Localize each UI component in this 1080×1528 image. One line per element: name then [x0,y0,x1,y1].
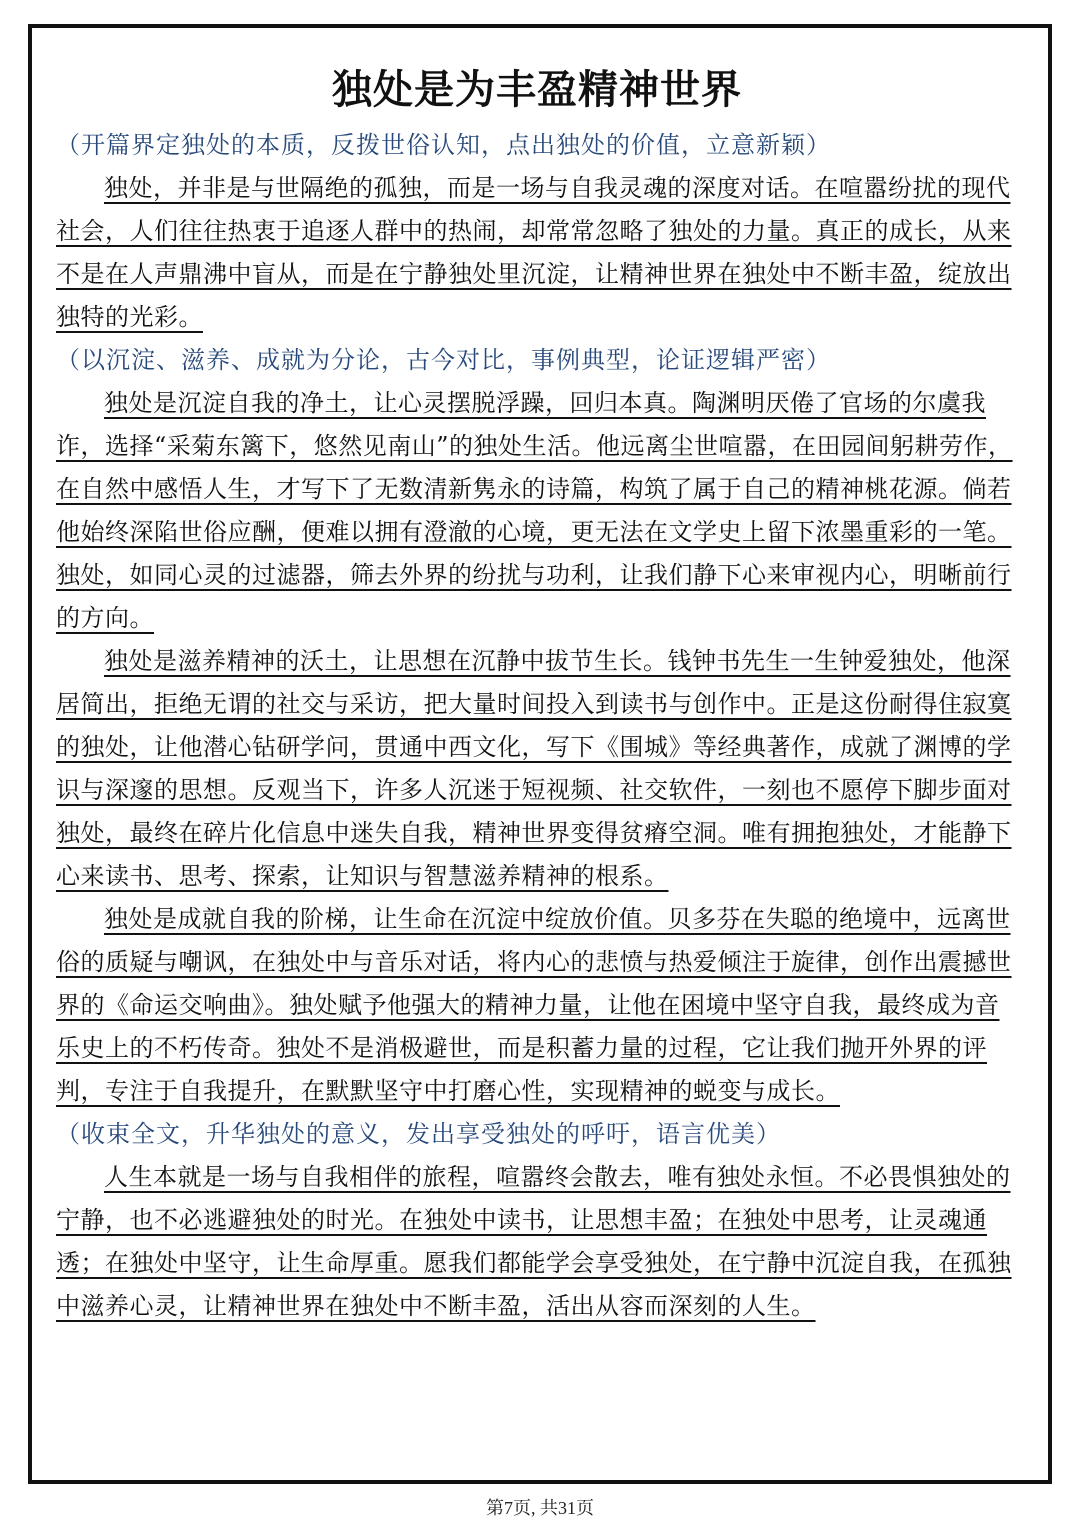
annotation-body: （以沉淀、滋养、成就为分论，古今对比，事例典型，论证逻辑严密） [56,346,831,374]
paragraph-body-1 [56,382,1018,640]
paragraph-conclusion-text: 人生本就是一场与自我相伴的旅程，喧嚣终会散去，唯有独处永恒。不必畏惧独处的宁静，也不必逃避独处的时光。在独处中读书，让思想丰盈；在独处中思考，让灵魂通透；在独处中坚守，让生命厚重。愿我们都能学会享受独处，在宁静中沉淀自我，在孤独中滋养心灵，让精神世界在独处中不断丰盈，活出从容而深刻的人生。 [56,1163,1012,1320]
paragraph-body-2 [56,640,1018,898]
paragraph-intro [56,167,1018,339]
page-number: 第7页, 共31页 [486,1498,594,1518]
paragraph-intro-text: 独处，并非是与世隔绝的孤独，而是一场与自我灵魂的深度对话。在喧嚣纷扰的现代社会，人们往往热衷于追逐人群中的热闹，却常常忽略了独处的力量。真正的成长，从来不是在人声鼎沸中盲从，而是在宁静独处里沉淀，让精神世界在独处中不断丰盈，绽放出独特的光彩。 [56,174,1012,331]
paragraph-body-3 [56,898,1018,1113]
annotation-intro: （开篇界定独处的本质，反拨世俗认知，点出独处的价值，立意新颖） [56,131,831,159]
page-title: 独处是为丰盈精神世界 [332,67,742,113]
paragraph-body-3-text: 独处是成就自我的阶梯，让生命在沉淀中绽放价值。贝多芬在失聪的绝境中，远离世俗的质疑与嘲讽，在独处中与音乐对话，将内心的悲愤与热爱倾注于旋律，创作出震撼世界的《命运交响曲》。独处赋予他强大的精神力量，让他在困境中坚守自我，最终成为音乐史上的不朽传奇。独处不是消极避世，而是积蓄力量的过程，它让我们抛开外界的评判，专注于自我提升，在默默坚守中打磨心性，实现精神的蜕变与成长。 [56,905,1012,1105]
paragraph-body-2-text: 独处是滋养精神的沃土，让思想在沉静中拔节生长。钱钟书先生一生钟爱独处，他深居简出，拒绝无谓的社交与采访，把大量时间投入到读书与创作中。正是这份耐得住寂寞的独处，让他潜心钻研学问，贯通中西文化，写下《围城》等经典著作，成就了渊博的学识与深邃的思想。反观当下，许多人沉迷于短视频、社交软件，一刻也不愿停下脚步面对独处，最终在碎片化信息中迷失自我，精神世界变得贫瘠空洞。唯有拥抱独处，才能静下心来读书、思考、探索，让知识与智慧滋养精神的根系。 [56,647,1012,890]
paragraph-body-1-text: 独处是沉淀自我的净土，让心灵摆脱浮躁，回归本真。陶渊明厌倦了官场的尔虞我诈，选择“采菊东篱下，悠然见南山”的独处生活。他远离尘世喧嚣，在田园间躬耕劳作，在自然中感悟人生，才写下了无数清新隽永的诗篇，构筑了属于自己的精神桃花源。倘若他始终深陷世俗应酬，便难以拥有澄澈的心境，更无法在文学史上留下浓墨重彩的一笔。独处，如同心灵的过滤器，筛去外界的纷扰与功利，让我们静下心来审视内心，明晰前行的方向。 [56,389,1013,632]
page-frame [28,24,1052,1484]
paragraph-conclusion [56,1156,1018,1328]
annotation-conclusion: （收束全文，升华独处的意义，发出享受独处的呼吁，语言优美） [56,1120,781,1148]
